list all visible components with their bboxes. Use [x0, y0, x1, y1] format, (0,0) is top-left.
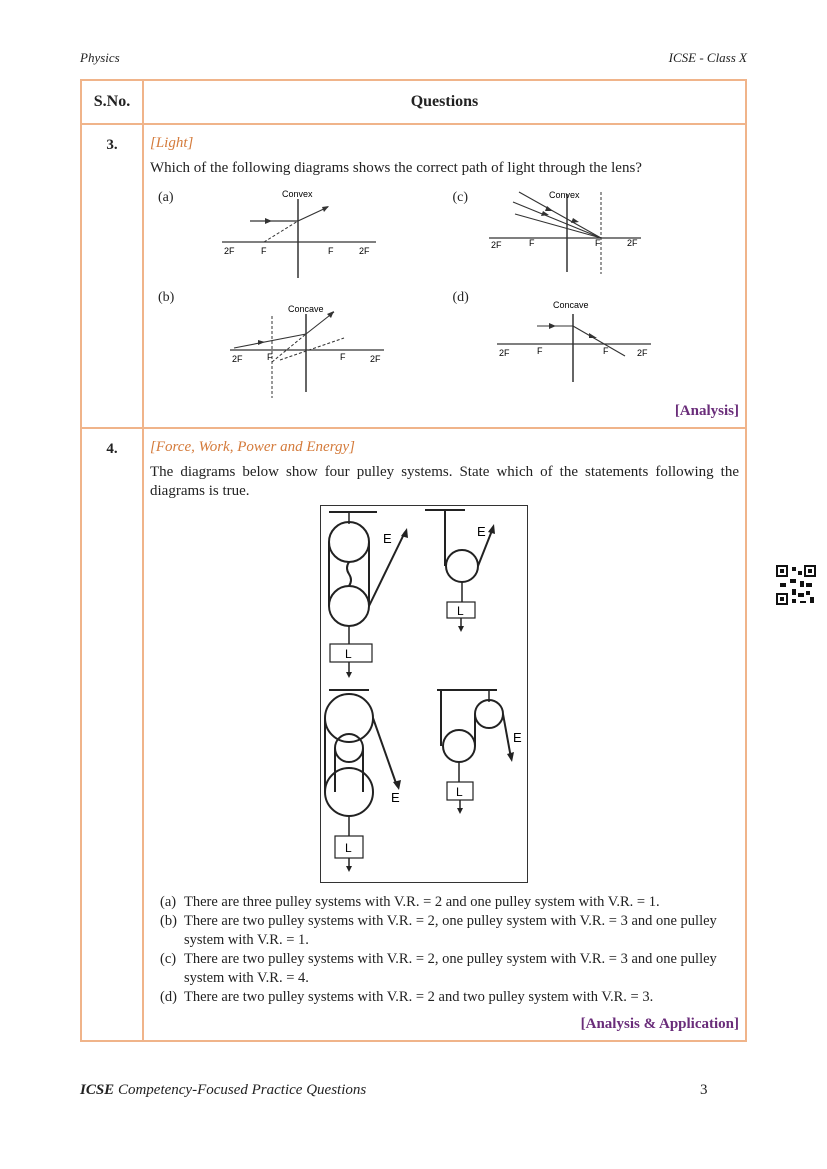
answer-option: (c) There are two pulley systems with V.R. = 2, one pulley system with V.R. = 3 and one pulley system with V.R. = 4.: [160, 951, 717, 986]
option-label: (d): [452, 290, 469, 305]
pulley-diagrams: [321, 506, 527, 882]
effort-label: E: [383, 531, 392, 546]
question-number: 4.: [81, 428, 143, 1041]
axis-label: F: [528, 238, 534, 248]
answer-option: (d) There are two pulley systems with V.R. = 2 and two pulley system with V.R. = 3.: [160, 989, 654, 1005]
axis-label: 2F: [626, 238, 638, 248]
axis-label: 2F: [232, 354, 243, 364]
question-topic: [Force, Work, Power and Energy]: [150, 439, 355, 455]
option-label: (a): [158, 190, 174, 205]
question-text: Which of the following diagrams shows the correct path of light through the lens?: [150, 160, 642, 176]
lens-label: Concave: [288, 304, 324, 314]
effort-label: E: [391, 790, 400, 805]
skill-tag: [Analysis & Application]: [580, 1016, 739, 1032]
option-label: (b): [158, 290, 175, 305]
question-text: The diagrams below show four pulley systems. State which of the statements following the diagrams is true.: [150, 464, 739, 499]
axis-label: F: [602, 346, 608, 356]
col-questions-header: Questions: [143, 80, 746, 124]
answer-options: [160, 893, 739, 1007]
header-class: ICSE - Class X: [668, 50, 747, 65]
qr-code-icon[interactable]: [776, 565, 816, 605]
load-label: L: [457, 604, 464, 618]
lens-diagram-b: [150, 282, 445, 402]
lens-label: Concave: [552, 300, 589, 310]
axis-label: 2F: [370, 354, 381, 364]
skill-tag: [Analysis]: [674, 403, 739, 419]
col-sno-header: S.No.: [81, 80, 143, 124]
lens-diagram-c: [445, 182, 740, 282]
axis-label: F: [328, 246, 334, 256]
axis-label: F: [261, 246, 267, 256]
load-label: L: [456, 785, 463, 799]
load-label: L: [345, 841, 352, 855]
lens-diagram-d: [445, 282, 740, 402]
answer-option: (a) There are three pulley systems with V.R. = 2 and one pulley system with V.R. = 1.: [160, 894, 660, 910]
lens-label: Convex: [282, 189, 313, 199]
convex-diagram-a: [210, 182, 410, 282]
page-number: 3: [700, 1082, 708, 1098]
question-topic: [Light]: [150, 135, 194, 151]
axis-label: 2F: [498, 348, 510, 358]
axis-label: F: [267, 352, 273, 362]
lens-diagram-a: [150, 182, 445, 282]
footer-title: ICSE Competency-Focused Practice Questions: [80, 1082, 367, 1098]
lens-diagrams: [150, 182, 739, 402]
axis-label: 2F: [224, 246, 235, 256]
load-label: L: [345, 647, 352, 661]
lens-label: Convex: [548, 190, 580, 200]
concave-diagram-b: [220, 302, 420, 422]
convex-diagram-c: [485, 182, 685, 282]
axis-label: F: [536, 346, 542, 356]
option-label: (c): [452, 190, 469, 205]
axis-label: 2F: [636, 348, 648, 358]
effort-label: E: [513, 730, 522, 745]
questions-table: [80, 79, 747, 1042]
question-row-3: [81, 124, 746, 428]
axis-label: F: [340, 352, 346, 362]
question-row-4: [81, 428, 746, 1041]
header-subject: Physics: [80, 50, 120, 65]
question-number: 3.: [81, 124, 143, 428]
answer-option: (b) There are two pulley systems with V.R. = 2, one pulley system with V.R. = 3 and one pulley system with V.R. = 1.: [160, 913, 717, 948]
axis-label: 2F: [359, 246, 370, 256]
axis-label: 2F: [490, 240, 502, 250]
pulley-figure: [320, 505, 528, 883]
axis-label: F: [594, 238, 600, 248]
effort-label: E: [477, 524, 486, 539]
concave-diagram-d: [493, 300, 693, 420]
